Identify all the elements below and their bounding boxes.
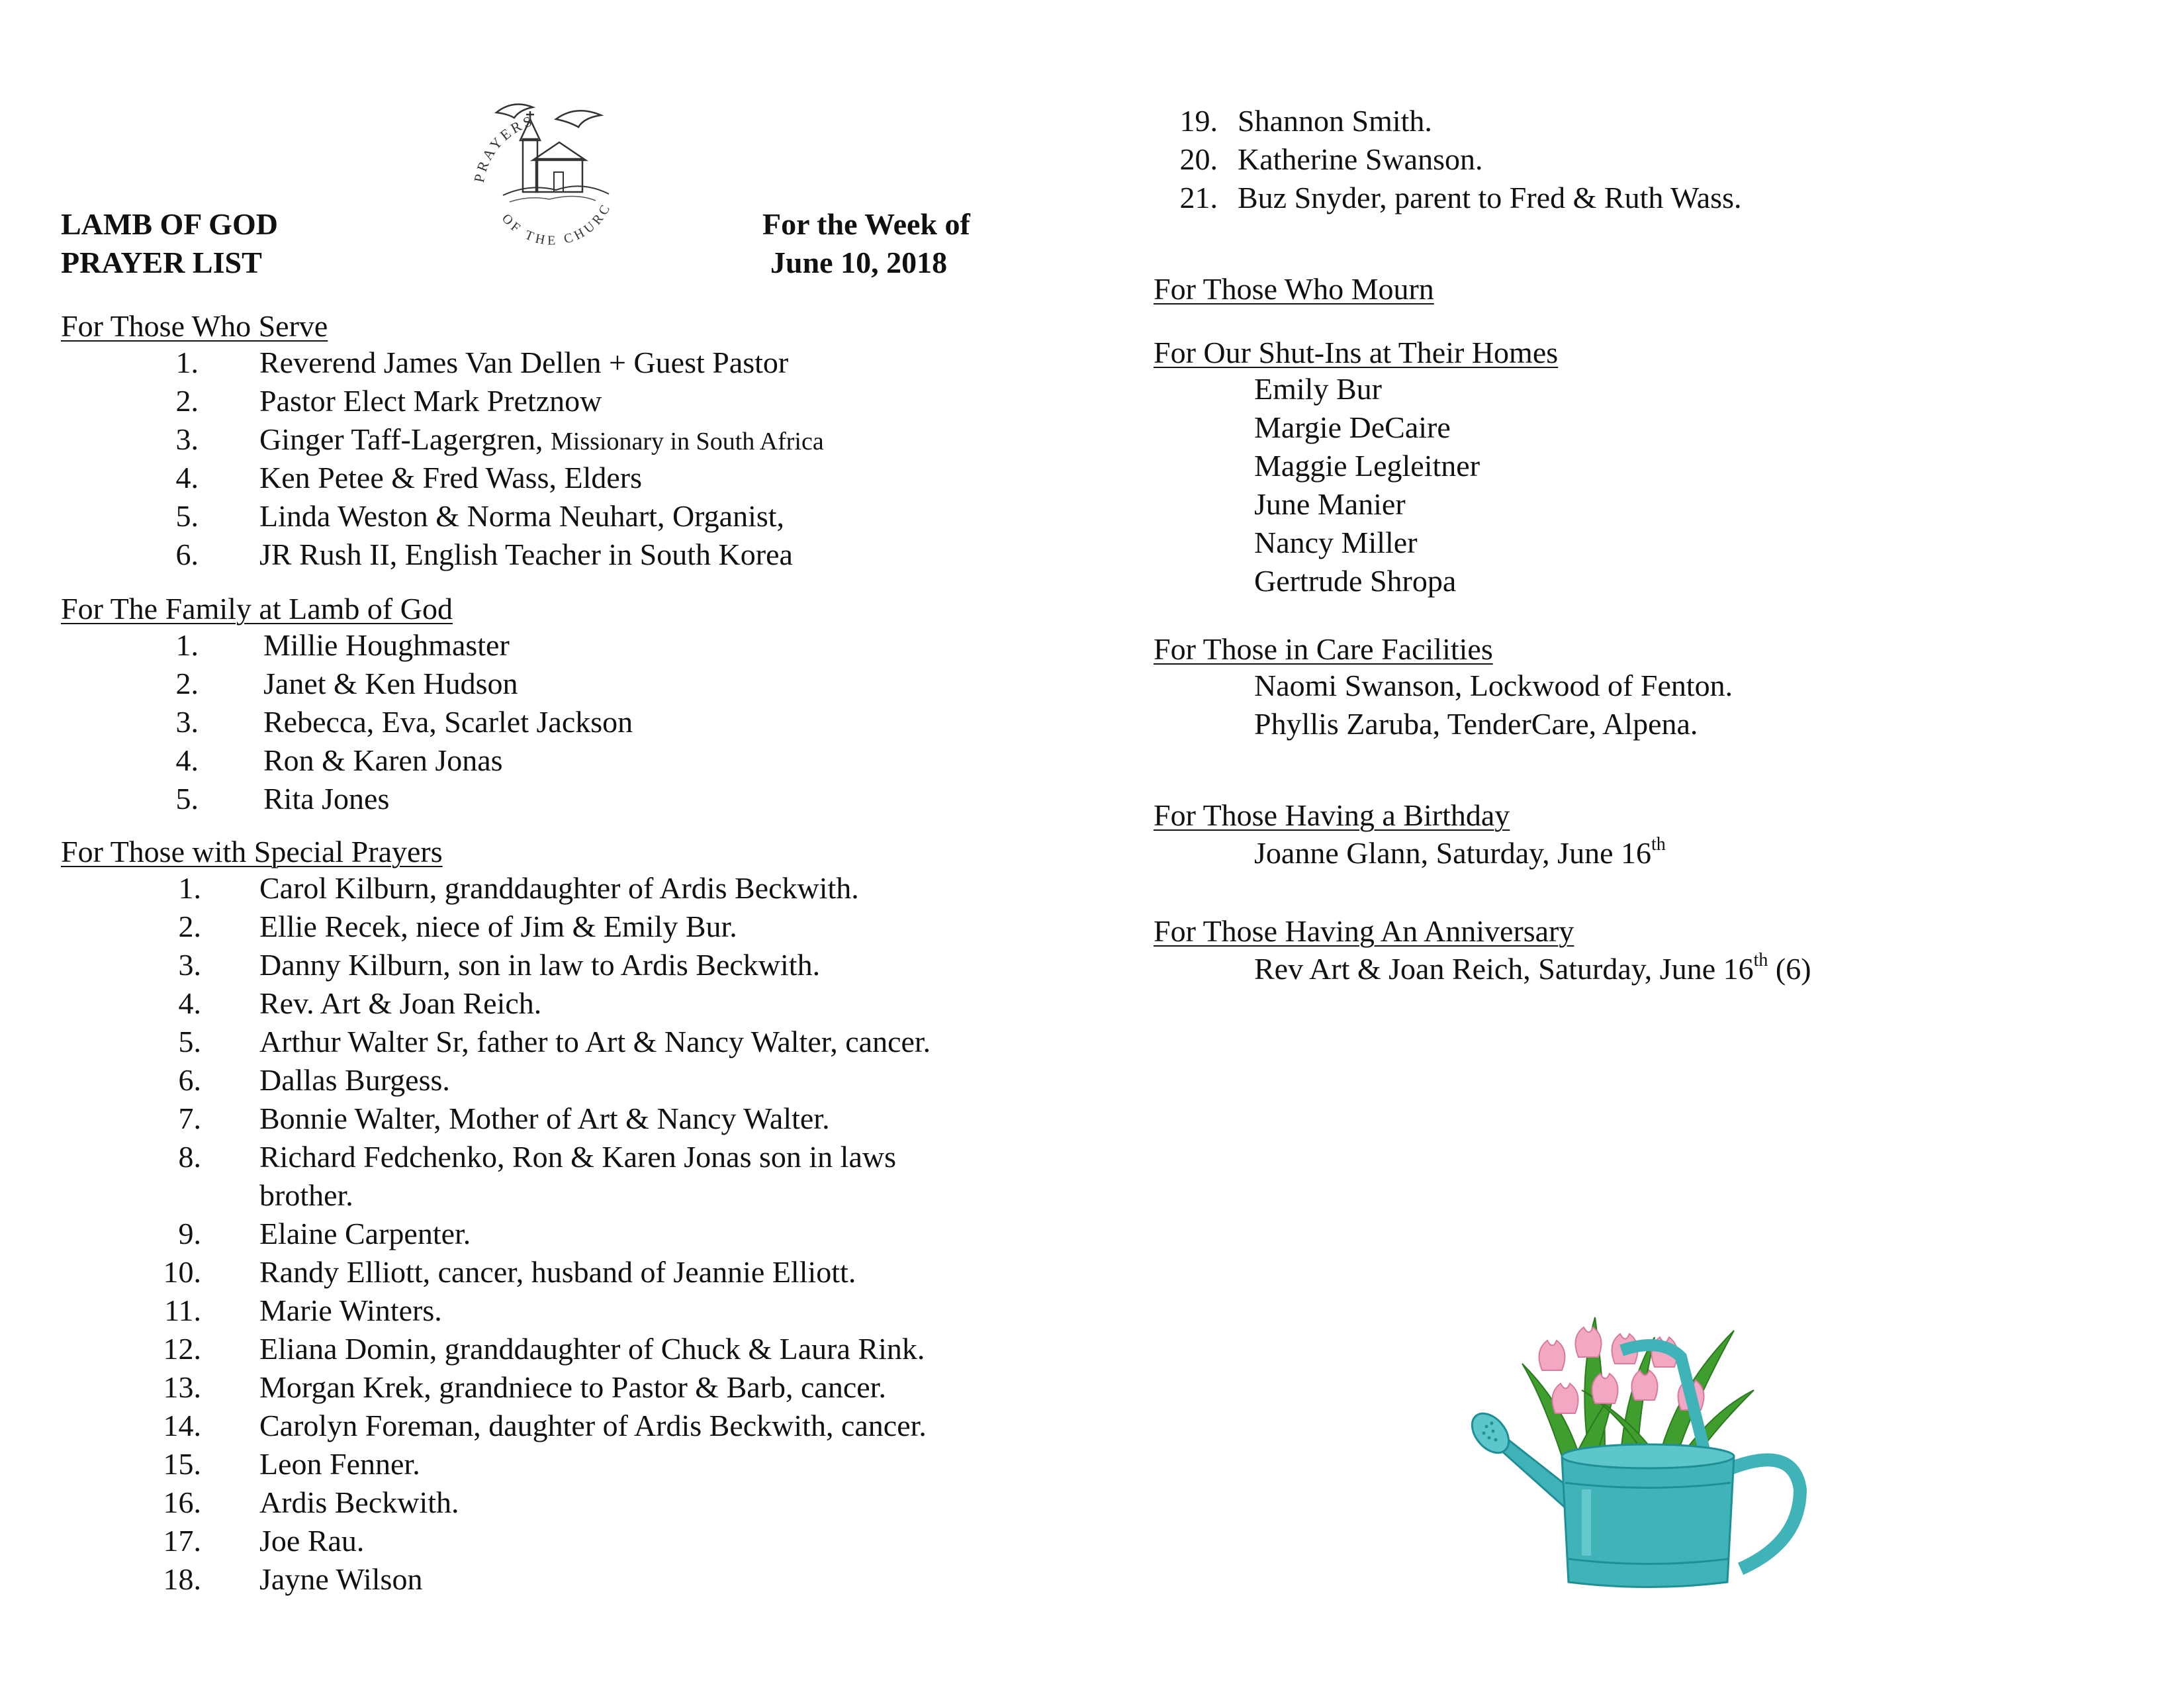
list-item-text: Ginger Taff-Lagergren, (259, 422, 551, 456)
list-item (259, 1334, 925, 1364)
list-item (259, 501, 784, 532)
list-item (259, 1027, 931, 1057)
list-number: 17. (163, 1524, 201, 1558)
shutins-heading: For Our Shut-Ins at Their Homes (1154, 336, 1559, 369)
list-number: 15. (163, 1447, 201, 1481)
list-number: 10. (163, 1255, 201, 1289)
list-item (1238, 106, 1432, 136)
list-item-text: Janet & Ken Hudson (263, 667, 518, 700)
list-item-text: Arthur Walter Sr, father to Art & Nancy Walter, cancer. (259, 1025, 931, 1058)
list-item: Naomi Swanson, Lockwood of Fenton. (1254, 669, 1733, 702)
list-item-text: Millie Houghmaster (263, 628, 510, 662)
list-item-text: Ellie Recek, niece of Jim & Emily Bur. (259, 910, 737, 943)
list-item (263, 745, 503, 776)
anniversary-heading: For Those Having An Anniversary (1154, 914, 1574, 948)
anniversary-entry (1254, 951, 1811, 986)
list-item (259, 1180, 353, 1211)
list-item-text: Elaine Carpenter. (259, 1217, 471, 1250)
list-item-text: Katherine Swanson. (1238, 142, 1483, 176)
list-item (259, 1295, 442, 1326)
list-number: 5. (178, 1025, 201, 1058)
week-date: June 10, 2018 (770, 246, 948, 279)
list-number: 4. (175, 461, 199, 494)
list-item (259, 873, 859, 904)
list-item-text: Bonnie Walter, Mother of Art & Nancy Walter. (259, 1102, 830, 1135)
church-name: LAMB OF GOD (61, 207, 278, 241)
list-number: 3. (178, 948, 201, 982)
list-item (259, 988, 541, 1019)
list-number: 4. (178, 986, 201, 1020)
list-item (263, 707, 633, 737)
list-item: Margie DeCaire (1254, 410, 1451, 444)
list-item (259, 424, 824, 455)
list-item-text: JR Rush II, English Teacher in South Korea (259, 538, 793, 571)
list-item-text: brother. (259, 1178, 353, 1212)
list-number: 16. (163, 1485, 201, 1519)
list-item: Maggie Legleitner (1254, 449, 1480, 483)
list-item (259, 1526, 364, 1556)
prayers-of-the-church-logo (457, 93, 649, 245)
list-number: 14. (163, 1409, 201, 1442)
list-item (259, 912, 737, 942)
list-item (259, 950, 820, 980)
birthday-entry (1254, 835, 1666, 870)
list-number: 18. (163, 1562, 201, 1596)
list-item (259, 1564, 422, 1595)
list-item-text: Ron & Karen Jonas (263, 743, 503, 777)
list-item (259, 1142, 896, 1172)
anniversary-after: (6) (1768, 952, 1811, 986)
list-item-text: Buz Snyder, parent to Fred & Ruth Wass. (1238, 181, 1742, 214)
church-with-doves-seal-icon (457, 93, 649, 245)
list-number: 5. (175, 499, 199, 533)
list-item-text: Linda Weston & Norma Neuhart, Organist, (259, 499, 785, 533)
list-number: 3. (175, 705, 199, 739)
anniversary-sup: th (1753, 950, 1768, 970)
list-item-text: Ardis Beckwith. (259, 1485, 459, 1519)
logo-text-top: PRAYERS (470, 112, 537, 184)
list-item-text: Danny Kilburn, son in law to Ardis Beckwith. (259, 948, 821, 982)
list-item (1238, 183, 1741, 213)
list-item-text: Morgan Krek, grandniece to Pastor & Barb, cancer. (259, 1370, 886, 1404)
list-item (259, 1372, 886, 1403)
list-item-text: Marie Winters. (259, 1293, 442, 1327)
list-item (259, 1103, 830, 1134)
list-item (259, 1449, 420, 1479)
mourn-heading: For Those Who Mourn (1154, 272, 1434, 306)
list-number: 13. (163, 1370, 201, 1404)
list-item (259, 1219, 471, 1249)
list-number: 7. (178, 1102, 201, 1135)
list-item-text: Randy Elliott, cancer, husband of Jeannie Elliott. (259, 1255, 856, 1289)
serve-heading: For Those Who Serve (61, 309, 328, 343)
list-item-text: Rita Jones (263, 782, 390, 816)
list-item: June Manier (1254, 487, 1406, 521)
special-heading: For Those with Special Prayers (61, 835, 443, 868)
list-number: 12. (163, 1332, 201, 1366)
list-item (259, 386, 602, 416)
family-heading: For The Family at Lamb of God (61, 592, 453, 626)
list-item: Gertrude Shropa (1254, 564, 1457, 598)
list-item: Phyllis Zaruba, TenderCare, Alpena. (1254, 707, 1698, 741)
list-number: 2. (175, 667, 199, 700)
list-item (259, 539, 793, 570)
list-number: 21. (1179, 181, 1218, 214)
birthday-sup: th (1651, 834, 1666, 855)
list-item: Nancy Miller (1254, 526, 1418, 559)
list-item-text: Jayne Wilson (259, 1562, 423, 1596)
list-number: 9. (178, 1217, 201, 1250)
list-item (263, 669, 518, 699)
list-number: 6. (178, 1063, 201, 1097)
list-item-text: Richard Fedchenko, Ron & Karen Jonas son in laws (259, 1140, 897, 1174)
list-item-note: Missionary in South Africa (551, 428, 824, 455)
list-item-text: Leon Fenner. (259, 1447, 420, 1481)
list-number: 2. (178, 910, 201, 943)
list-item (259, 1411, 927, 1441)
list-item (259, 463, 642, 493)
list-number: 2. (175, 384, 199, 418)
list-item (263, 630, 510, 661)
list-item (263, 784, 389, 814)
list-number: 1. (175, 346, 199, 379)
list-number: 6. (175, 538, 199, 571)
list-number: 20. (1179, 142, 1218, 176)
list-item-text: Joe Rau. (259, 1524, 365, 1558)
list-item (259, 1257, 856, 1288)
list-item-text: Ken Petee & Fred Wass, Elders (259, 461, 642, 494)
list-item: Emily Bur (1254, 372, 1382, 406)
list-item-text: Shannon Smith. (1238, 104, 1432, 138)
list-item-text: Reverend James Van Dellen + Guest Pastor (259, 346, 789, 379)
logo-text-bottom: OF THE CHURC (498, 200, 615, 245)
list-item-text: Eliana Domin, granddaughter of Chuck & Laura Rink. (259, 1332, 925, 1366)
list-item-text: Carolyn Foreman, daughter of Ardis Beckwith, cancer. (259, 1409, 927, 1442)
week-label: For the Week of (762, 207, 970, 241)
list-title: PRAYER LIST (61, 246, 262, 279)
list-item-text: Dallas Burgess. (259, 1063, 450, 1097)
list-item (259, 1487, 459, 1518)
anniversary-text: Rev Art & Joan Reich, Saturday, June 16 (1254, 952, 1754, 986)
list-number: 5. (175, 782, 199, 816)
list-item-text: Pastor Elect Mark Pretznow (259, 384, 602, 418)
list-number: 1. (175, 628, 199, 662)
list-number: 3. (175, 422, 199, 456)
watering-can-illustration (1463, 1291, 1833, 1595)
birthday-text: Joanne Glann, Saturday, June 16 (1254, 836, 1651, 870)
watering-can-with-tulips-icon (1463, 1291, 1833, 1595)
list-item (1238, 144, 1482, 175)
list-item-text: Rev. Art & Joan Reich. (259, 986, 542, 1020)
list-number: 4. (175, 743, 199, 777)
care-heading: For Those in Care Facilities (1154, 632, 1493, 666)
list-number: 1. (178, 871, 201, 905)
list-number: 8. (178, 1140, 201, 1174)
list-number: 19. (1179, 104, 1218, 138)
list-item (259, 1065, 450, 1096)
svg-text:PRAYERS (471, 112, 536, 184)
list-item-text: Carol Kilburn, granddaughter of Ardis Beckwith. (259, 871, 859, 905)
list-item-text: Rebecca, Eva, Scarlet Jackson (263, 705, 633, 739)
list-number: 11. (164, 1293, 201, 1327)
list-item (259, 348, 788, 378)
birthday-heading: For Those Having a Birthday (1154, 798, 1510, 832)
